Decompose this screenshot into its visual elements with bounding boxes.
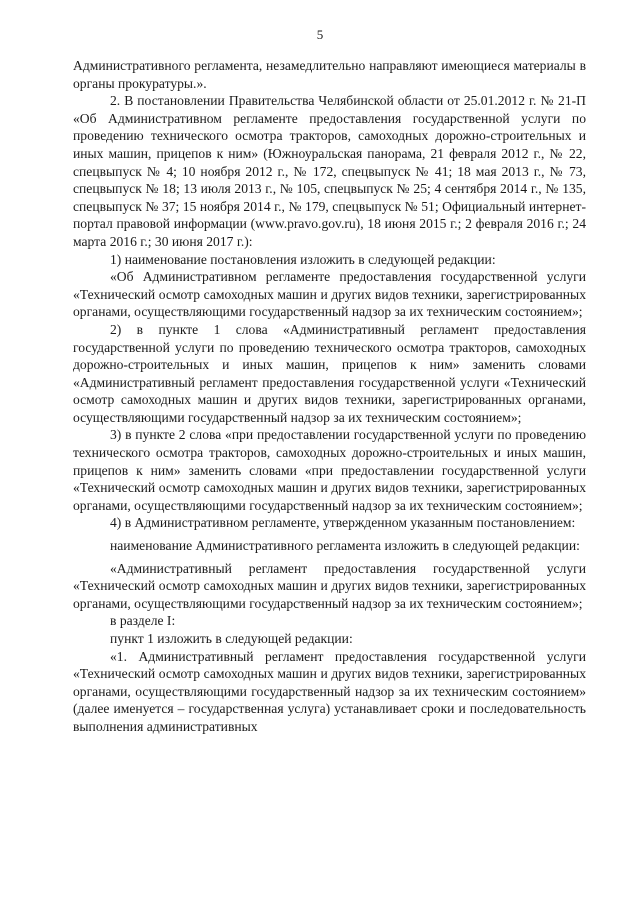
- paragraph-subitem-3: 3) в пункте 2 слова «при предоставлении государственной услуги по проведению технического осмотра тракторов, самоходных дорожно-строительных и иных машин, прицепов к ним» заменить словами «при предоставлении государственной услуги «Технический осмотр самоходных машин и других видов техники, зарегистрированных органами, осуществляющими государственный надзор за их техническим состоянием»;: [73, 427, 586, 513]
- paragraph-quote-regulation: «Административный регламент предоставления государственной услуги «Технический осмотр самоходных машин и других видов техники, зарегистрированных органами, осуществляющими государственный надзор за их техническим состоянием»;: [73, 560, 586, 611]
- paragraph-section-1: в разделе I:: [110, 613, 176, 629]
- paragraph-point-1-text: «1. Административный регламент предоставления государственной услуги «Технический осмотр самоходных машин и других видов техники, зарегистрированных органами, осуществляющими государственный надзор за их техническим состоянием» (далее именуется – государственная услуга) устанавливает сроки и последовательность выполнения административных: [73, 648, 586, 734]
- paragraph-subitem-1: 1) наименование постановления изложить в следующей редакции:: [110, 251, 496, 267]
- paragraph-subitem-2: 2) в пункте 1 слова «Административный регламент предоставления государственной услуги по проведению технического осмотра тракторов, самоходных дорожно-строительных и иных машин, прицепов к ним» заменить словами «Административный регламент предоставления государственной услуги «Технический осмотр самоходных машин и других видов техники, зарегистрированных органами, осуществляющими государственный надзор за их техническим состоянием»;: [73, 321, 586, 425]
- paragraph-name-change: наименование Административного регламента изложить в следующей редакции:: [110, 538, 580, 554]
- paragraph-subitem-4: 4) в Административном регламенте, утвержденном указанным постановлением:: [110, 515, 576, 531]
- paragraph-point-1-intro: пункт 1 изложить в следующей редакции:: [110, 631, 353, 646]
- document-body: [73, 57, 586, 736]
- paragraph-item-2: 2. В постановлении Правительства Челябинской области от 25.01.2012 г. № 21-П «Об Административном регламенте предоставления государственной услуги по проведению технического осмотра тракторов, самоходных дорожно-строительных и иных машин, прицепов к ним» (Южноуральская панорама, 21 февраля 2012 г., № 22, спецвыпуск № 4; 10 ноября 2012 г., № 172, спецвыпуск № 41; 18 мая 2013 г., № 73, спецвыпуск № 18; 13 июля 2013 г., № 105, спецвыпуск № 25; 4 сентября 2014 г., № 135, спецвыпуск № 37; 15 ноября 2014 г., № 179, спецвыпуск № 51; Официальный интернет-портал правовой информации (www.pravo.gov.ru), 18 июня 2015 г.; 2 февраля 2016 г.; 24 марта 2016 г.; 30 июня 2017 г.):: [73, 93, 586, 249]
- page-number: 5: [316, 27, 324, 42]
- paragraph-quote-title: «Об Административном регламенте предоставления государственной услуги «Технический осмотр самоходных машин и других видов техники, зарегистрированных органами, осуществляющими государственный надзор за их техническим состоянием»;: [73, 269, 586, 320]
- paragraph-continuation: Административного регламента, незамедлительно направляют имеющиеся материалы в органы прокуратуры.».: [73, 58, 586, 91]
